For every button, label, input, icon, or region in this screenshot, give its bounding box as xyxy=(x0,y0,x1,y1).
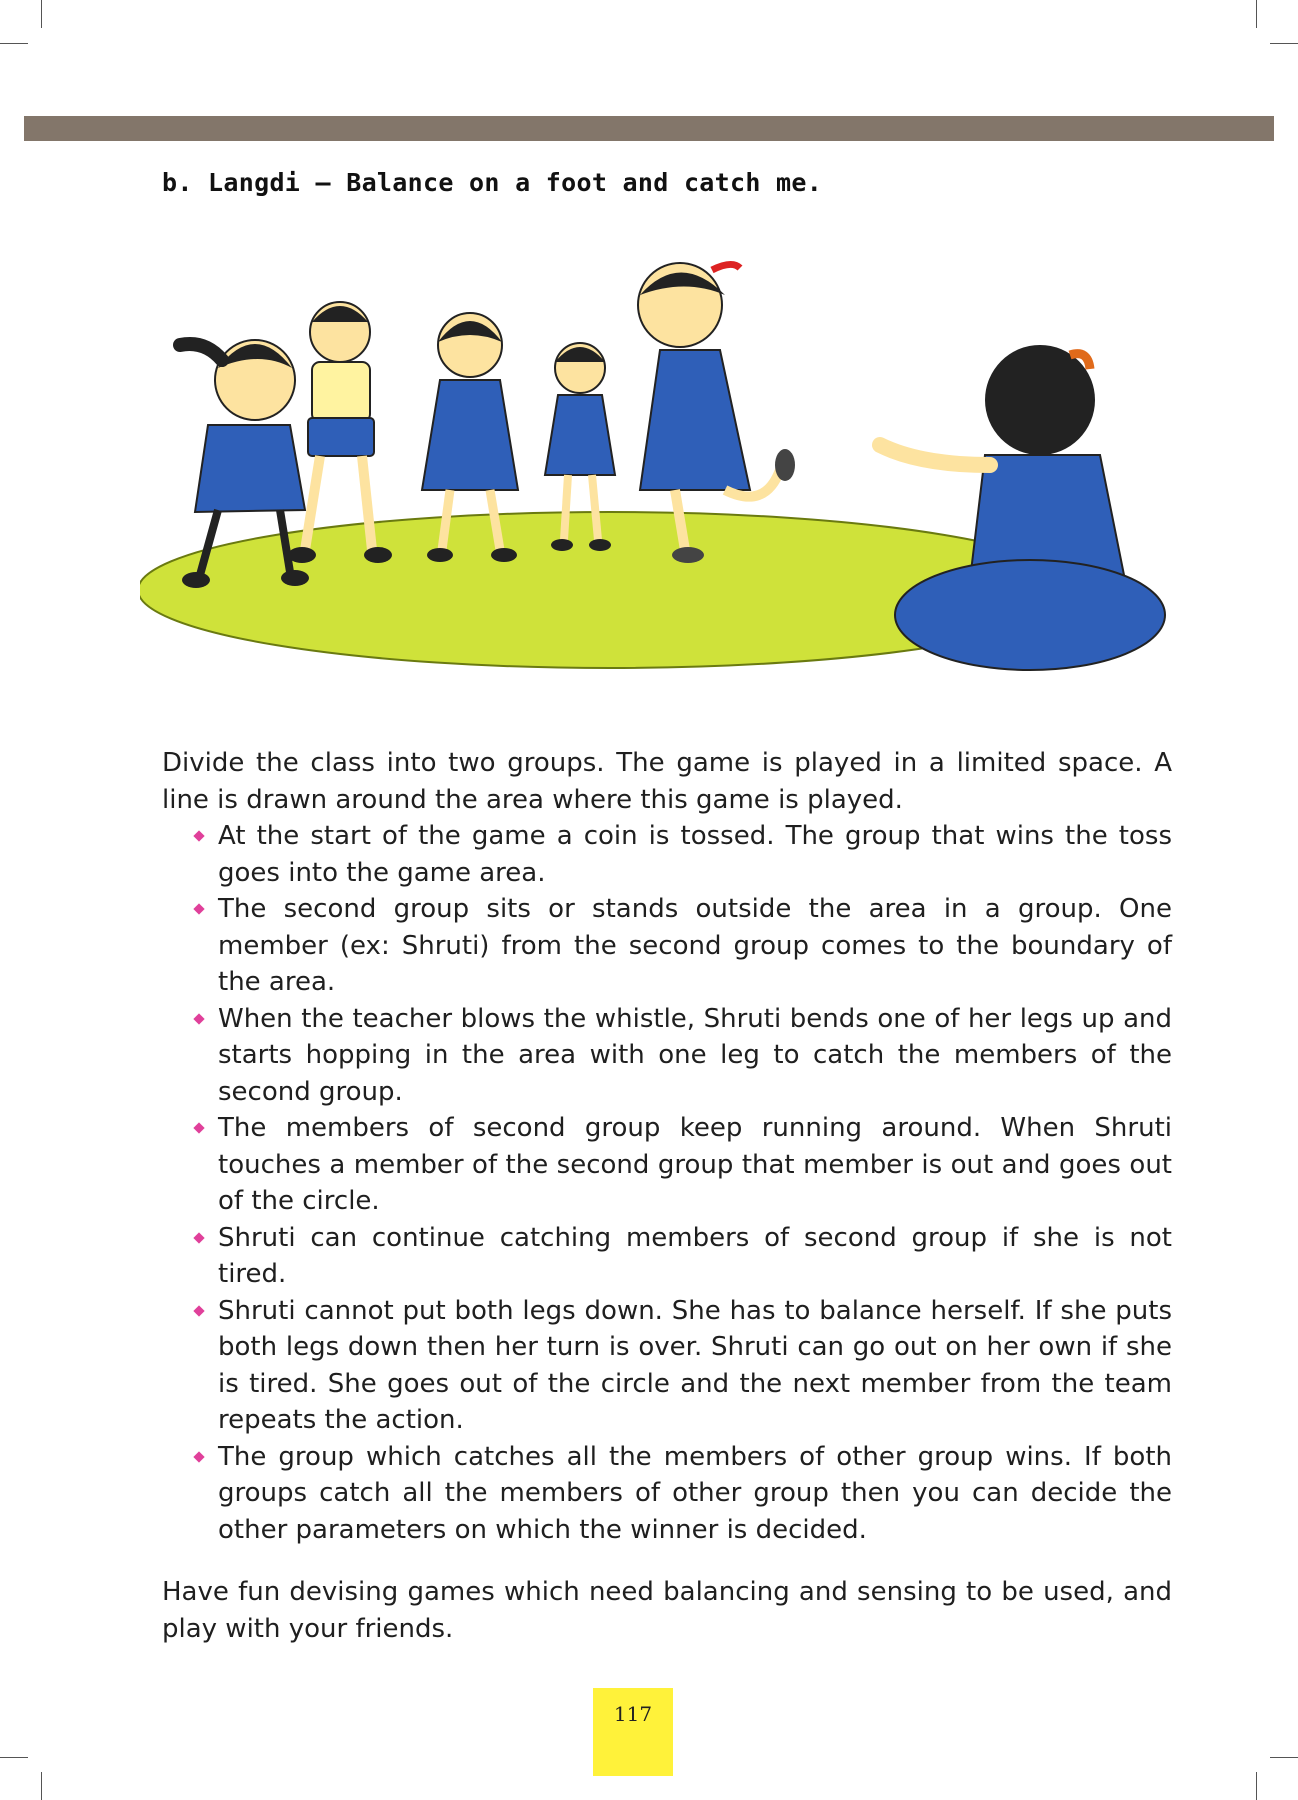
closing-paragraph: Have fun devising games which need balancing and sensing to be used, and play with your friends. xyxy=(162,1577,1172,1644)
header-bar xyxy=(24,116,1274,141)
diamond-bullet-icon xyxy=(193,1232,204,1243)
list-item xyxy=(218,1293,1172,1439)
rule-text: Shruti cannot put both legs down. She has to balance herself. If she puts both legs down then her turn is over. Shruti can go out on her own if she is tired. She goes out of the circle and the next member from the team repeats the action. xyxy=(218,1295,1172,1435)
list-item xyxy=(218,1001,1172,1111)
child-figure xyxy=(880,345,1165,670)
list-item xyxy=(218,1439,1172,1549)
list-item xyxy=(218,891,1172,1001)
rule-text: The second group sits or stands outside the area in a group. One member (ex: Shruti) from the second group comes to the boundary of the area. xyxy=(218,894,1172,997)
rule-text: The group which catches all the members of other group wins. If both groups catch all the members of other group then you can decide the other parameters on which the winner is decided. xyxy=(218,1441,1172,1545)
crop-mark xyxy=(1270,43,1298,44)
rule-text: At the start of the game a coin is tossed. The group that wins the toss goes into the game area. xyxy=(218,821,1172,888)
crop-mark xyxy=(0,43,28,44)
rules-list xyxy=(162,818,1172,1548)
crop-mark xyxy=(41,1772,42,1800)
rule-text: Shruti can continue catching members of second group if she is not tired. xyxy=(218,1222,1172,1289)
list-item xyxy=(218,818,1172,891)
crop-mark xyxy=(41,0,42,28)
intro-paragraph: Divide the class into two groups. The game is played in a limited space. A line is drawn around the area where this game is played. xyxy=(162,748,1172,815)
rule-text: When the teacher blows the whistle, Shruti bends one of her legs up and starts hopping in the area with one leg to catch the members of the second group. xyxy=(218,1003,1172,1107)
rule-text: The members of second group keep running around. When Shruti touches a member of the second group that member is out and goes out of the circle. xyxy=(218,1113,1172,1216)
diamond-bullet-icon xyxy=(193,1122,204,1133)
page-number: 117 xyxy=(593,1688,673,1776)
diamond-bullet-icon xyxy=(193,1305,204,1316)
crop-mark xyxy=(0,1757,28,1758)
crop-mark xyxy=(1270,1757,1298,1758)
crop-mark xyxy=(1256,0,1257,28)
diamond-bullet-icon xyxy=(193,903,204,914)
children-playing-illustration xyxy=(140,250,1180,680)
diamond-bullet-icon xyxy=(193,1013,204,1024)
diamond-bullet-icon xyxy=(193,830,204,841)
crop-mark xyxy=(1256,1772,1257,1800)
diamond-bullet-icon xyxy=(193,1451,204,1462)
list-item xyxy=(218,1220,1172,1293)
article-body xyxy=(162,745,1172,1647)
list-item xyxy=(218,1110,1172,1220)
section-heading: b. Langdi – Balance on a foot and catch me. xyxy=(162,168,823,197)
